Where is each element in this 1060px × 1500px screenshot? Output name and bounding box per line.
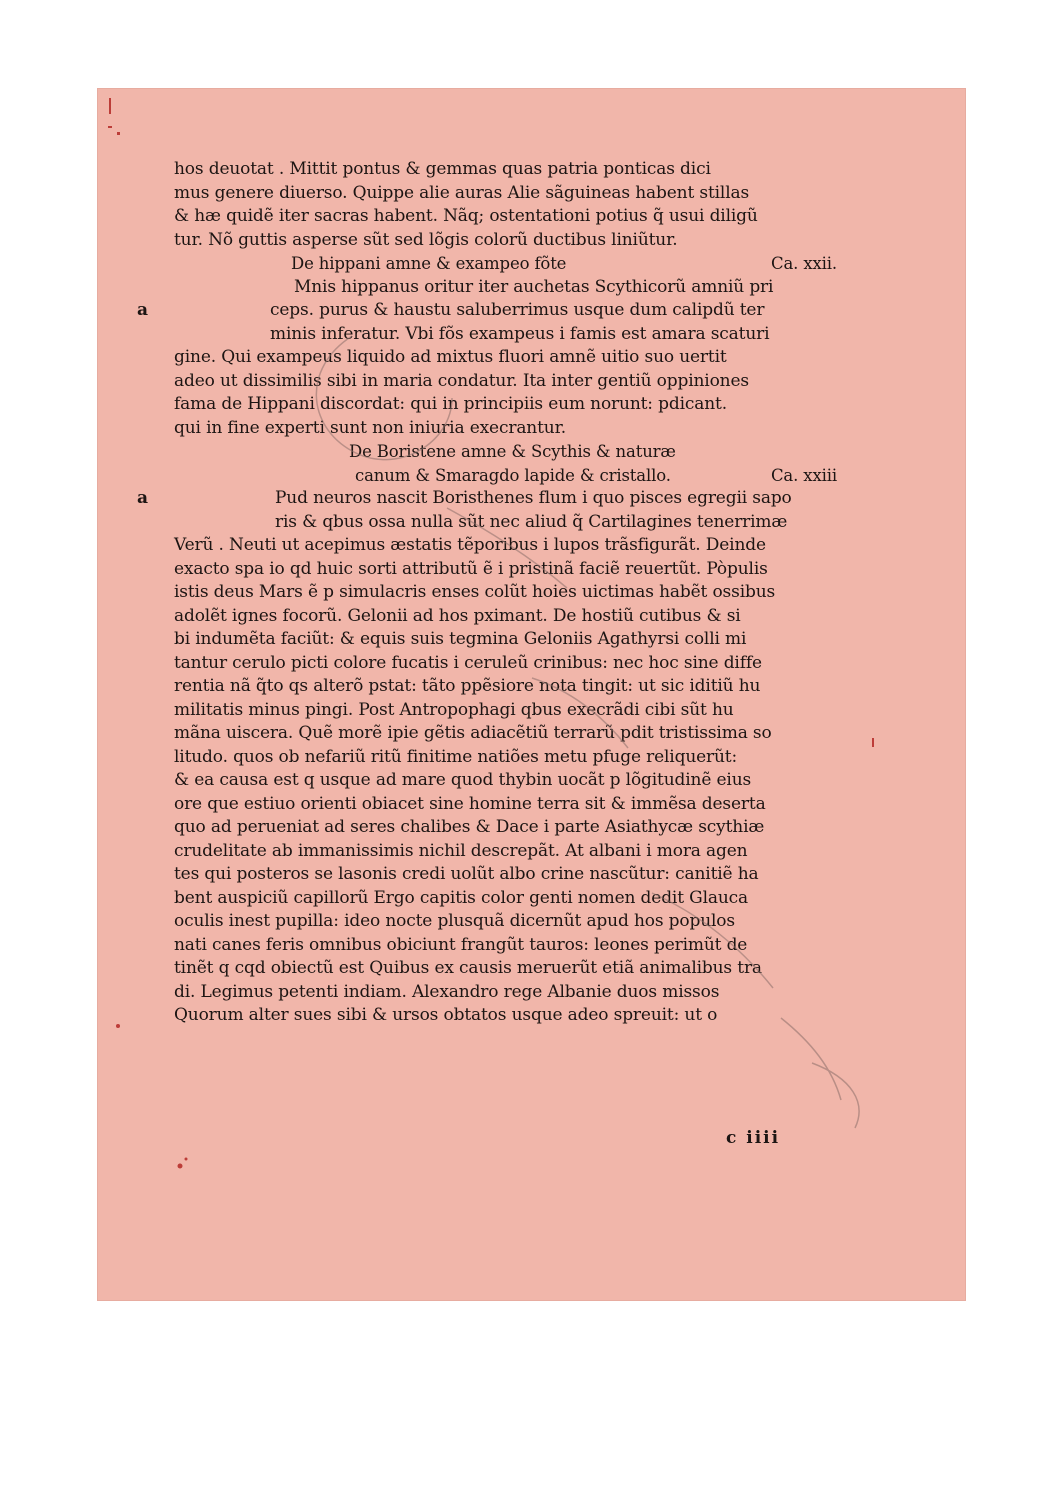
paragraph-2-line-9: rentia nã q̃to qs alterõ pstat: tãto ppẽsiore nota tingit: ut sic iditiũ hu xyxy=(174,676,761,696)
chapter-number-22: Ca. xxii. xyxy=(770,254,837,273)
text-line-3: & hæ quidẽ iter sacras habent. Nãq; ostentationi potius q̃ usui diligũ xyxy=(174,206,758,226)
paragraph-2-line-14: ore que estiuo orienti obiacet sine homine terra sit & immẽsa deserta xyxy=(174,793,766,814)
paragraph-2-line-1 xyxy=(137,487,837,511)
margin-mark-a-1: a xyxy=(137,300,148,320)
paragraph-2-line-18: bent auspiciũ capillorũ Ergo capitis color genti nomen dedit Glauca xyxy=(174,887,749,908)
paragraph-2-line-4: exacto spa io qd huic sorti attributũ ẽ i pristinã faciẽ reuertũt. Pòpulis xyxy=(174,558,768,579)
paragraph-1-line-2 xyxy=(137,299,837,323)
chapter-heading-23-line-1: De Boristene amne & Scythis & naturæ xyxy=(349,442,676,461)
paragraph-2-line-1-text: Pud neuros nascit Boristhenes flum i quo pisces egregii sapo xyxy=(275,488,792,508)
paragraph-1-line-2-text: ceps. purus & haustu saluberrimus usque dum calipdũ ter xyxy=(270,300,765,320)
paragraph-2-line-22: di. Legimus petenti indiam. Alexandro rege Albanie duos missos xyxy=(174,981,720,1002)
paragraph-2-line-17: tes qui posteros se lasonis credi uolũt albo crine nascũtur: canitiẽ ha xyxy=(174,864,759,884)
text-line-2: mus genere diuerso. Quippe alie auras Alie sãguineas habent stillas xyxy=(174,182,750,203)
paragraph-2-line-16: crudelitate ab immanissimis nichil descrepãt. At albani i mora agen xyxy=(174,840,748,861)
paragraph-2-line-7: bi indumẽta faciũt: & equis suis tegmina Geloniis Agathyrsi colli mi xyxy=(174,629,747,649)
paragraph-1-line-4: gine. Qui exampeus liquido ad mixtus fluori amnẽ uitio suo uertit xyxy=(174,347,727,367)
paragraph-2-line-13: & ea causa est q usque ad mare quod thybin uocãt p lõgitudinẽ eius xyxy=(174,770,752,790)
paragraph-2-line-12: litudo. quos ob nefariũ ritũ finitime natiões metu pfuge reliquerũt: xyxy=(174,746,738,767)
paragraph-1-line-7: qui in fine experti sunt non iniuria execrantur. xyxy=(174,417,566,438)
chapter-number-23: Ca. xxiii xyxy=(770,465,837,485)
margin-mark-a-2: a xyxy=(137,488,148,508)
paragraph-2-line-3: Verũ . Neuti ut acepimus æstatis tẽporibus i lupos trãsfigurãt. Deinde xyxy=(174,535,766,555)
paragraph-1-line-5: adeo ut dissimilis sibi in maria condatur. Ita inter gentiũ oppiniones xyxy=(174,370,749,391)
paragraph-2-line-6: adolẽt ignes focorũ. Gelonii ad hos pximant. De hostiũ cutibus & si xyxy=(174,605,741,626)
paragraph-1-line-6: fama de Hippani discordat: qui in principiis eum norunt: pdicant. xyxy=(174,394,727,414)
text-line-4: tur. Nõ guttis asperse sũt sed lõgis colorũ ductibus liniũtur. xyxy=(174,229,678,250)
paragraph-2-line-10: militatis minus pingi. Post Antropophagi qbus execrãdi cibi sũt hu xyxy=(174,699,734,720)
paragraph-2-line-15: quo ad perueniat ad seres chalibes & Dace i parte Asiathycæ scythiæ xyxy=(174,817,765,837)
paragraph-2-line-5: istis deus Mars ẽ p simulacris enses colũt hoies uictimas habẽt ossibus xyxy=(174,582,776,602)
signature-mark: c iiii xyxy=(726,1128,781,1148)
paragraph-2-line-2: ris & qbus ossa nulla sũt nec aliud q̃ Cartilagines tenerrimæ xyxy=(275,511,788,532)
paragraph-2-line-20: nati canes feris omnibus obiciunt frangũt tauros: leones perimũt de xyxy=(174,934,748,955)
paragraph-2-line-8: tantur cerulo picti colore fucatis i ceruleũ crinibus: nec hoc sine diffe xyxy=(174,652,762,673)
paragraph-1-line-1: Mnis hippanus oritur iter auchetas Scythicorũ amniũ pri xyxy=(294,276,774,297)
chapter-heading-23-line-2 xyxy=(174,464,837,488)
paragraph-2-line-19: oculis inest pupilla: ideo nocte plusquã dicernũt apud hos populos xyxy=(174,911,735,931)
chapter-heading-22 xyxy=(174,252,837,276)
paragraph-2-line-11: mãna uiscera. Quẽ morẽ ipie gẽtis adiacẽtiũ terrarũ pdit tristissima so xyxy=(174,723,772,743)
paragraph-1-line-3: minis inferatur. Vbi fõs exampeus i famis est amara scaturi xyxy=(270,323,770,344)
chapter-title-23: canum & Smaragdo lapide & cristallo. xyxy=(355,465,671,485)
page-text xyxy=(137,158,837,1028)
manuscript-page xyxy=(97,88,966,1301)
text-line-1: hos deuotat . Mittit pontus & gemmas quas patria ponticas dici xyxy=(174,159,711,179)
paragraph-2-line-23: Quorum alter sues sibi & ursos obtatos usque adeo spreuit: ut o xyxy=(174,1005,718,1025)
chapter-title-22: De hippani amne & exampeo fõte xyxy=(291,254,567,273)
paragraph-2-line-21: tinẽt q cqd obiectũ est Quibus ex causis meruerũt etiã animalibus tra xyxy=(174,958,762,978)
